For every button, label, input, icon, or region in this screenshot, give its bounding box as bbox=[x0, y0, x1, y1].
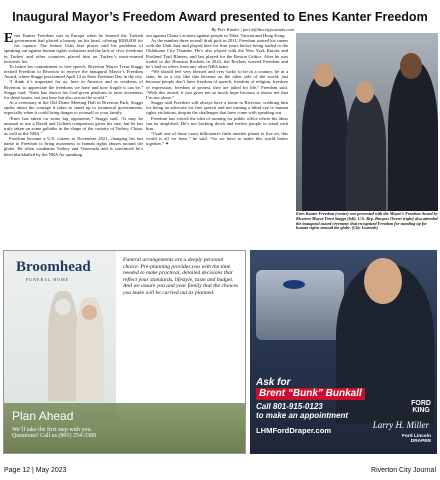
paragraph: As the number three overall draft pick in 2011, Freedom started his career with the Utah Jazz and played here for four years before being traded to the Oklahoma City Thunder. He’s also played with the New York Knicks and Portland Trail Blazers, and last played for the Boston Celtics. After he was traded to the Houston Rockets in 2022, the Rockets waived Freedom and he’s had no offers from any other NBA team. bbox=[146, 38, 288, 69]
ask-for-text bbox=[256, 378, 365, 400]
funeral-home-logo: Broomhead bbox=[16, 259, 91, 275]
couple-head-left bbox=[55, 299, 71, 315]
brand-word-2: KING bbox=[412, 407, 430, 414]
signature-logo: Larry H. Miller bbox=[372, 420, 429, 430]
ad-banner bbox=[4, 403, 246, 453]
funeral-home-ad[interactable] bbox=[3, 250, 246, 454]
paragraph: “Until one of those crazy billionaires finds another planet to live on, this world is all we have,” he said. “So we have to make this world better together.” ✦ bbox=[146, 130, 288, 147]
byline: By Peri Kinder | peri.k@thecityjournals.com bbox=[211, 27, 294, 32]
paragraph: Freedom became a U.S. citizen in November 2021, changing his last name to Freedom to bring awareness to human rights abuses around the globe. He often condemns Turkey and Venezuela and is convinced he’s been blackballed by the NBA for speaking bbox=[4, 136, 143, 157]
ad-body-text: Funeral arrangements are a deeply personal choice. Pre-planning provides you with the time needed to make practical, detailed decisions that reflect your standards, lifestyle, taste and budget. And we assure you and your family that the choices you make will be carried out as planned. bbox=[123, 257, 239, 296]
ad-phone-block bbox=[256, 402, 348, 420]
page-footer-right: Riverton City Journal bbox=[371, 467, 436, 474]
paragraph: To honor his commitment to free speech, Riverton Mayor Trent Staggs invited Freedom to Riverton to receive the inaugural Mayor’s Freedom Award, where Staggs proclaimed April 12 as Enes Freedom Day in the city. bbox=[4, 63, 143, 80]
page-footer-left: Page 12 | May 2023 bbox=[4, 467, 67, 474]
article-column-2 bbox=[146, 33, 288, 270]
paragraph: “Enes has taken on some big opponents,” Staggs said. “It may be unusual to use a David and Goliath comparison given his size, but he has truly taken on some goliaths in the shape of the country of Turkey, China, as well as the NBA.” bbox=[4, 115, 143, 136]
paragraph: out against China’s actions against people in Tibet, Taiwan and Hong Kong. bbox=[146, 33, 286, 38]
lead-paragraph: nes Kanter Freedom was in Europe when he learned the Turkish government had placed a bounty on his head, offering $500,000 for his capture. The former Utah Jazz player said his problems of speaking out against human rights violations and the lack of civic freedoms in Turkey and other countries placed him on Turkey’s most-wanted terrorists list. bbox=[4, 33, 143, 64]
ad-tagline: We’ll take the first step with you. bbox=[12, 427, 92, 433]
funeral-home-logo-subtitle: FUNERAL HOME bbox=[26, 277, 70, 282]
drop-cap: E bbox=[4, 31, 14, 46]
paragraph: “I think it’s important for us, here in America and as residents of Riverton, to appreciate the freedoms we have and how fragile it can be,” Staggs said. “Enes has shown his God-given platform to raise awareness for these issues, not just here but also across the world.” bbox=[4, 79, 143, 100]
ad-photo bbox=[4, 251, 116, 421]
photo-caption: Enes Kanter Freedom (center) was presented with the Mayor’s Freedom Award by Riverton Mayor Trent Staggs (left). U.S. Rep. Burgess Owens (right) also attended the inaugural award ceremony that recognized Freedom for standing up for human rights around the globe. (City Journals) bbox=[296, 211, 438, 231]
ford-oval-icon bbox=[283, 280, 305, 289]
paragraph: “We should feel very blessed and very lucky to be in a country, be in a state, be in a city like this because on the other side of the world, just because people don’t have freedom of speech, freedom of religion, freedom of expression, freedom of protest, they are jailed for life,” Freedom said. “With this award, it just gives me so much hope because it shows me that I’m not alone.” bbox=[146, 69, 288, 100]
ford-url[interactable]: LHMFordDraper.com bbox=[256, 426, 332, 435]
salesman-name: Brent “Bunk” Bunkall bbox=[256, 388, 365, 400]
article-photo bbox=[296, 33, 438, 211]
person-center-head bbox=[356, 81, 374, 103]
ford-dealer-ad[interactable] bbox=[250, 250, 437, 454]
headline: Inaugural Mayor’s Freedom Award presented to Enes Kanter Freedom bbox=[12, 10, 428, 24]
dealer-line-1: Ford Lincoln bbox=[401, 434, 431, 439]
dealer-name bbox=[402, 434, 431, 444]
ford-king-logo bbox=[411, 400, 431, 414]
couple-head-right bbox=[82, 305, 97, 320]
salesman-head bbox=[364, 258, 402, 304]
ask-label: Ask for bbox=[256, 377, 291, 388]
ad-title: Plan Ahead bbox=[12, 409, 74, 423]
person-right-head bbox=[400, 53, 422, 79]
ad-phone: Questions? Call us (801) 254-3389 bbox=[12, 433, 96, 439]
person-left-head bbox=[314, 63, 334, 87]
paragraph: Staggs said Freedom will always have a home in Riverton, crediting him for being an advocate for free speech and not turning a blind eye to human rights violations, despite the challenges that have come with speaking out. bbox=[146, 100, 288, 116]
paragraph: Freedom has voiced the idea of running for public office where his ideas can be amplified. He’s not backing down and invites people to stand with him. bbox=[146, 115, 288, 131]
ford-phone: Call 801-915-0123 bbox=[256, 402, 323, 411]
brand-word-1: FORD bbox=[411, 400, 431, 407]
person-right bbox=[388, 61, 438, 211]
paragraph: At a ceremony at the Old Dome Meeting Hall in Riverton Park, Staggs spoke about the courage it takes to stand up to tyrannical governments, especially when it could bring danger to yourself or your family. bbox=[4, 100, 143, 116]
article-column-1 bbox=[4, 33, 143, 243]
person-center bbox=[346, 91, 386, 211]
person-left bbox=[302, 73, 348, 211]
ford-appointment: to make an appointment bbox=[256, 411, 349, 420]
dealer-line-2: DRAPER bbox=[410, 439, 431, 444]
